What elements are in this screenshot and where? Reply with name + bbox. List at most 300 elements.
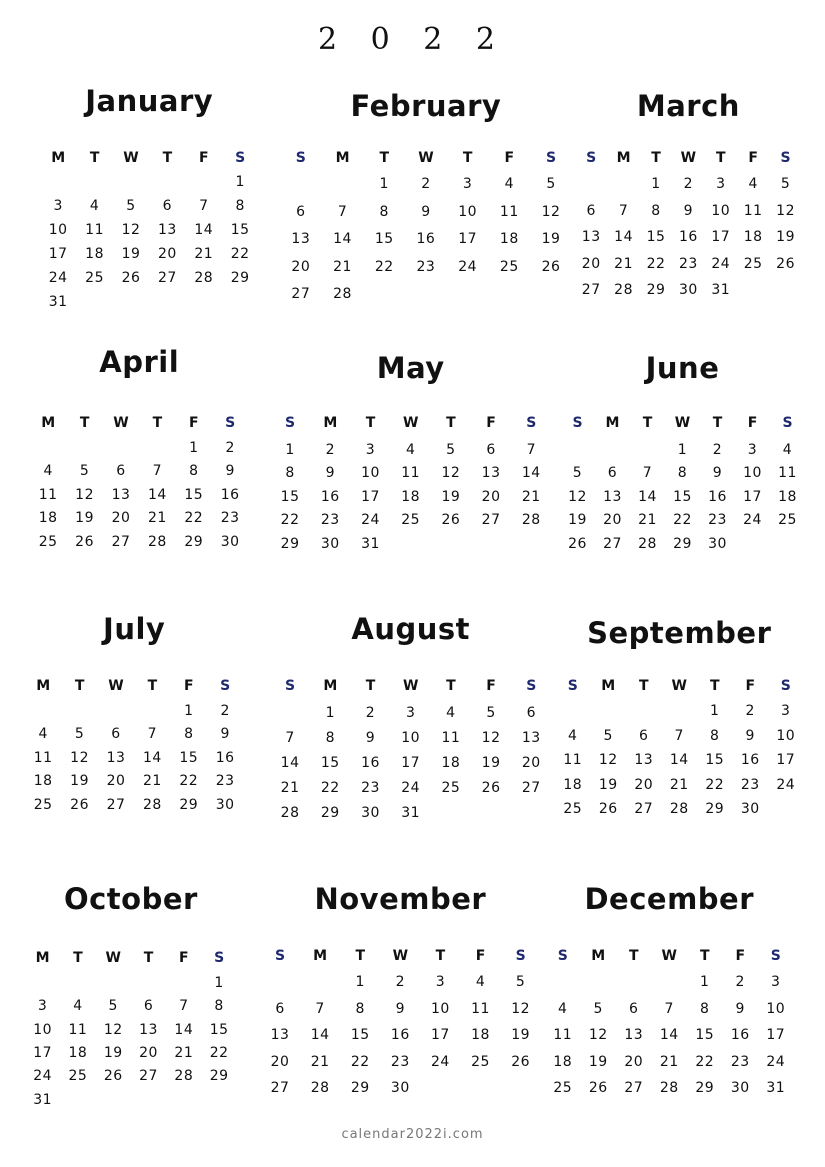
day-cell: 18 <box>499 231 519 247</box>
day-cell: 2 <box>735 974 745 990</box>
day-cell: 29 <box>646 282 666 298</box>
day-cell: 8 <box>700 1000 710 1017</box>
day-cell: 24 <box>401 780 421 797</box>
day-cell: 14 <box>669 752 689 769</box>
day-cell: 29 <box>320 805 340 822</box>
day-cell: 24 <box>361 512 380 529</box>
day-cell: 18 <box>401 488 421 505</box>
day-cell: 27 <box>634 801 654 818</box>
weekday-header: F <box>747 415 758 431</box>
day-cell: 25 <box>68 1068 88 1085</box>
day-cell: 4 <box>558 1000 568 1017</box>
day-cell: 29 <box>280 535 300 552</box>
month-title: April <box>99 345 180 379</box>
day-cell: 7 <box>179 998 189 1015</box>
day-cell: 4 <box>748 176 758 192</box>
weekday-header: M <box>335 150 350 166</box>
day-cell: 3 <box>405 705 416 721</box>
day-cell: 26 <box>568 535 587 552</box>
day-cell: 24 <box>743 512 762 529</box>
day-cell: 15 <box>209 1021 229 1038</box>
day-cell: 16 <box>730 1027 750 1043</box>
day-cell: 20 <box>157 246 177 262</box>
day-cell: 29 <box>184 533 204 550</box>
day-cell: 8 <box>677 465 688 482</box>
day-cell: 12 <box>588 1027 608 1043</box>
day-cell: 12 <box>776 202 795 219</box>
weekday-header: T <box>642 415 653 431</box>
weekday-header: T <box>462 150 473 166</box>
day-cell: 18 <box>778 488 797 505</box>
day-cell: 13 <box>270 1027 290 1043</box>
day-cell: 25 <box>38 533 58 550</box>
day-cell: 1 <box>235 174 245 190</box>
day-cell: 27 <box>581 282 601 298</box>
day-cell: 18 <box>85 246 104 262</box>
day-cell: 28 <box>521 512 541 529</box>
day-cell: 25 <box>553 1080 573 1096</box>
day-cell: 15 <box>280 488 300 505</box>
day-cell: 8 <box>710 727 720 744</box>
weekday-header: T <box>435 948 446 964</box>
day-cell: 27 <box>521 780 541 797</box>
day-cell: 19 <box>541 231 561 247</box>
day-cell: 14 <box>614 229 633 245</box>
day-cell: 16 <box>361 755 380 772</box>
day-cell: 9 <box>220 726 230 743</box>
day-cell: 21 <box>280 780 300 797</box>
weekday-header: W <box>123 150 139 166</box>
day-cell: 15 <box>320 755 340 772</box>
day-cell: 18 <box>743 229 763 245</box>
day-cell: 29 <box>695 1080 715 1096</box>
weekday-header: W <box>418 150 434 166</box>
weekday-header: S <box>770 948 781 964</box>
day-cell: 28 <box>280 805 300 822</box>
weekday-header: S <box>220 678 231 694</box>
footer-website: calendar2022i.com <box>341 1127 484 1142</box>
day-cell: 16 <box>740 752 760 769</box>
day-cell: 31 <box>401 805 421 822</box>
day-cell: 17 <box>711 229 731 245</box>
day-cell: 28 <box>669 801 689 818</box>
day-cell: 20 <box>634 776 654 793</box>
day-cell: 14 <box>280 755 300 772</box>
month-title: October <box>63 882 198 916</box>
day-cell: 28 <box>194 270 214 286</box>
weekday-header: M <box>41 415 56 431</box>
day-cell: 3 <box>771 974 781 990</box>
day-cell: 22 <box>673 512 692 529</box>
day-cell: 2 <box>225 440 235 456</box>
day-cell: 7 <box>199 198 209 214</box>
day-cell: 23 <box>361 780 380 797</box>
day-cell: 10 <box>711 202 731 219</box>
weekday-header: T <box>89 150 100 166</box>
day-cell: 10 <box>48 222 68 238</box>
weekday-header: F <box>199 150 209 166</box>
day-cell: 14 <box>333 231 352 247</box>
day-cell: 6 <box>629 1000 639 1017</box>
day-cell: 1 <box>285 442 295 458</box>
day-cell: 7 <box>618 202 629 219</box>
day-cell: 16 <box>416 231 436 247</box>
day-cell: 26 <box>511 1053 531 1070</box>
weekday-header: T <box>712 415 723 431</box>
day-cell: 2 <box>325 442 335 458</box>
day-cell: 17 <box>33 1044 53 1061</box>
weekday-header: F <box>745 678 756 694</box>
day-cell: 22 <box>230 246 250 262</box>
day-cell: 28 <box>142 796 162 813</box>
weekday-header: T <box>638 678 649 694</box>
day-cell: 19 <box>776 229 795 245</box>
day-cell: 26 <box>441 512 461 529</box>
day-cell: 13 <box>106 749 126 766</box>
weekday-header: M <box>616 150 631 166</box>
weekday-header: S <box>567 678 578 694</box>
weekday-header: S <box>515 948 526 964</box>
day-cell: 22 <box>374 258 394 275</box>
weekday-header: S <box>235 150 246 166</box>
weekday-header: W <box>392 948 409 964</box>
day-cell: 6 <box>586 202 596 219</box>
day-cell: 3 <box>781 703 791 719</box>
day-cell: 7 <box>285 730 295 747</box>
weekday-header: W <box>108 678 124 694</box>
day-cell: 29 <box>230 270 250 286</box>
day-cell: 12 <box>568 488 587 505</box>
day-cell: 21 <box>614 255 633 272</box>
weekday-header: M <box>591 948 606 964</box>
day-cell: 10 <box>766 1000 786 1017</box>
day-cell: 17 <box>361 488 380 505</box>
day-cell: 25 <box>441 780 461 797</box>
weekday-header: T <box>79 415 90 431</box>
day-cell: 15 <box>350 1027 370 1043</box>
weekday-header: T <box>162 150 173 166</box>
day-cell: 1 <box>677 442 688 458</box>
day-cell: 14 <box>310 1027 330 1043</box>
day-cell: 22 <box>280 512 300 529</box>
day-cell: 11 <box>68 1021 88 1038</box>
day-cell: 7 <box>526 442 536 458</box>
weekday-header: S <box>782 415 793 431</box>
day-cell: 22 <box>209 1044 229 1061</box>
weekday-header: S <box>285 678 296 694</box>
day-cell: 2 <box>395 974 406 990</box>
day-cell: 26 <box>588 1080 608 1096</box>
day-cell: 27 <box>481 512 501 529</box>
day-cell: 3 <box>37 998 48 1015</box>
day-cell: 26 <box>598 801 618 818</box>
day-cell: 9 <box>325 465 335 482</box>
day-cell: 24 <box>458 258 478 275</box>
day-cell: 23 <box>215 773 235 790</box>
day-cell: 21 <box>669 776 689 793</box>
weekday-header: M <box>36 678 51 694</box>
day-cell: 3 <box>462 176 473 192</box>
weekday-header: T <box>365 415 376 431</box>
day-cell: 10 <box>401 730 421 747</box>
day-cell: 6 <box>526 705 536 721</box>
day-cell: 12 <box>441 465 461 482</box>
day-cell: 30 <box>390 1080 410 1096</box>
day-cell: 8 <box>325 730 335 747</box>
day-cell: 11 <box>778 465 797 482</box>
weekday-header: S <box>546 150 557 166</box>
day-cell: 13 <box>481 465 501 482</box>
weekday-header: S <box>295 150 306 166</box>
day-cell: 26 <box>481 780 501 797</box>
day-cell: 26 <box>541 258 561 275</box>
day-cell: 13 <box>603 488 622 505</box>
day-cell: 12 <box>511 1000 531 1017</box>
day-cell: 19 <box>511 1027 531 1043</box>
day-cell: 17 <box>458 231 478 247</box>
day-cell: 6 <box>162 198 173 214</box>
day-cell: 15 <box>695 1027 715 1043</box>
day-cell: 21 <box>174 1044 194 1061</box>
day-cell: 5 <box>486 705 496 721</box>
day-cell: 19 <box>121 246 141 262</box>
day-cell: 14 <box>147 486 167 503</box>
day-cell: 28 <box>147 533 167 550</box>
day-cell: 4 <box>446 705 456 721</box>
day-cell: 26 <box>75 533 94 550</box>
day-cell: 19 <box>481 755 501 772</box>
day-cell: 6 <box>111 726 121 743</box>
day-cell: 12 <box>541 203 561 220</box>
day-cell: 15 <box>673 488 692 505</box>
day-cell: 11 <box>401 465 421 482</box>
day-cell: 17 <box>48 246 68 262</box>
weekday-header: S <box>225 415 236 431</box>
day-cell: 12 <box>75 486 94 503</box>
month-title: January <box>85 84 214 118</box>
day-cell: 24 <box>33 1068 53 1085</box>
day-cell: 14 <box>142 749 162 766</box>
day-cell: 1 <box>700 974 710 990</box>
day-cell: 7 <box>315 1000 325 1017</box>
weekday-header: T <box>152 415 163 431</box>
day-cell: 10 <box>743 465 762 482</box>
day-cell: 29 <box>179 796 199 813</box>
day-cell: 22 <box>705 776 725 793</box>
weekday-header: S <box>214 950 225 966</box>
weekday-header: F <box>504 150 515 166</box>
weekday-header: F <box>179 950 189 966</box>
day-cell: 19 <box>568 512 587 529</box>
day-cell: 21 <box>333 258 352 275</box>
day-cell: 13 <box>157 222 177 238</box>
weekday-header: F <box>184 678 194 694</box>
day-cell: 8 <box>355 1000 365 1017</box>
day-cell: 4 <box>38 726 48 743</box>
day-cell: 1 <box>325 705 335 721</box>
day-cell: 16 <box>678 229 698 245</box>
day-cell: 8 <box>184 726 194 743</box>
day-cell: 15 <box>184 486 204 503</box>
day-cell: 30 <box>361 805 380 822</box>
month-title: September <box>587 616 772 650</box>
day-cell: 20 <box>481 488 501 505</box>
day-cell: 5 <box>780 176 791 192</box>
day-cell: 9 <box>225 463 235 480</box>
year-title: 2 0 2 2 <box>318 22 507 57</box>
day-cell: 30 <box>740 801 760 818</box>
day-cell: 1 <box>214 975 224 991</box>
day-cell: 17 <box>401 755 421 772</box>
day-cell: 9 <box>421 203 431 220</box>
day-cell: 29 <box>705 801 725 818</box>
day-cell: 31 <box>361 535 380 552</box>
day-cell: 27 <box>603 535 622 552</box>
day-cell: 16 <box>320 488 340 505</box>
day-cell: 29 <box>350 1080 370 1096</box>
weekday-header: T <box>716 150 726 166</box>
day-cell: 31 <box>33 1091 53 1108</box>
weekday-header: T <box>74 678 85 694</box>
weekday-header: T <box>355 948 366 964</box>
day-cell: 16 <box>215 749 235 766</box>
day-cell: 5 <box>126 198 136 214</box>
weekday-header: T <box>147 678 158 694</box>
day-cell: 18 <box>553 1053 573 1070</box>
day-cell: 11 <box>743 202 763 219</box>
day-cell: 23 <box>390 1053 410 1070</box>
day-cell: 9 <box>712 465 723 482</box>
weekday-header: S <box>526 678 537 694</box>
day-cell: 18 <box>441 755 461 772</box>
day-cell: 30 <box>215 796 235 813</box>
day-cell: 19 <box>598 776 618 793</box>
day-cell: 18 <box>38 510 58 527</box>
day-cell: 22 <box>184 510 204 527</box>
day-cell: 11 <box>471 1000 490 1017</box>
day-cell: 17 <box>743 488 762 505</box>
day-cell: 15 <box>230 222 250 238</box>
day-cell: 3 <box>435 974 446 990</box>
day-cell: 3 <box>53 198 63 214</box>
month-title: March <box>636 89 740 123</box>
weekday-header: T <box>628 948 639 964</box>
day-cell: 20 <box>624 1053 644 1070</box>
day-cell: 25 <box>563 801 583 818</box>
day-cell: 20 <box>521 755 541 772</box>
day-cell: 11 <box>441 730 461 747</box>
weekday-header: F <box>735 948 746 964</box>
day-cell: 5 <box>515 974 526 990</box>
day-cell: 7 <box>664 1000 674 1017</box>
weekday-header: T <box>365 678 376 694</box>
day-cell: 31 <box>766 1080 786 1096</box>
weekday-header: S <box>526 415 537 431</box>
weekday-header: W <box>661 948 677 964</box>
day-cell: 18 <box>68 1044 88 1061</box>
day-cell: 5 <box>593 1000 603 1017</box>
day-cell: 1 <box>710 703 720 719</box>
day-cell: 17 <box>766 1027 786 1043</box>
day-cell: 7 <box>674 727 684 744</box>
day-cell: 27 <box>157 270 177 286</box>
day-cell: 8 <box>214 998 224 1015</box>
day-cell: 10 <box>33 1021 53 1038</box>
month-title: December <box>584 882 755 916</box>
day-cell: 1 <box>184 703 194 719</box>
day-cell: 22 <box>320 780 340 797</box>
day-cell: 16 <box>390 1027 410 1043</box>
day-cell: 30 <box>678 282 698 298</box>
weekday-header: T <box>379 150 390 166</box>
weekday-header: W <box>680 150 697 166</box>
day-cell: 27 <box>270 1080 290 1096</box>
day-cell: 25 <box>499 258 519 275</box>
day-cell: 9 <box>683 202 694 219</box>
day-cell: 21 <box>521 488 541 505</box>
day-cell: 26 <box>776 255 795 272</box>
day-cell: 15 <box>179 749 199 766</box>
day-cell: 15 <box>374 231 394 247</box>
weekday-header: W <box>105 950 121 966</box>
day-cell: 29 <box>209 1068 229 1085</box>
day-cell: 30 <box>220 533 240 550</box>
day-cell: 5 <box>572 465 583 482</box>
day-cell: 4 <box>73 998 83 1015</box>
day-cell: 13 <box>634 752 654 769</box>
day-cell: 29 <box>673 535 692 552</box>
day-cell: 21 <box>147 510 167 527</box>
day-cell: 1 <box>379 176 389 192</box>
day-cell: 8 <box>285 465 295 482</box>
day-cell: 3 <box>716 176 726 192</box>
month-title: November <box>314 882 487 916</box>
day-cell: 18 <box>33 773 53 790</box>
day-cell: 4 <box>782 442 793 458</box>
day-cell: 6 <box>296 203 306 220</box>
day-cell: 26 <box>70 796 89 813</box>
day-cell: 2 <box>745 703 755 719</box>
day-cell: 20 <box>291 258 311 275</box>
day-cell: 14 <box>638 488 657 505</box>
day-cell: 7 <box>152 463 163 480</box>
day-cell: 20 <box>106 773 126 790</box>
day-cell: 10 <box>458 203 478 220</box>
day-cell: 27 <box>139 1068 158 1085</box>
weekday-header: M <box>323 678 338 694</box>
day-cell: 23 <box>740 776 760 793</box>
day-cell: 4 <box>475 974 486 990</box>
day-cell: 22 <box>646 255 666 272</box>
day-cell: 8 <box>651 202 661 219</box>
day-cell: 8 <box>379 203 389 220</box>
day-cell: 21 <box>310 1053 330 1070</box>
day-cell: 21 <box>142 773 162 790</box>
day-cell: 13 <box>111 486 131 503</box>
weekday-header: T <box>73 950 83 966</box>
day-cell: 7 <box>337 203 348 220</box>
day-cell: 13 <box>139 1021 158 1038</box>
day-cell: 13 <box>291 231 311 247</box>
day-cell: 7 <box>642 465 653 482</box>
day-cell: 14 <box>521 465 541 482</box>
weekday-header: F <box>189 415 199 431</box>
day-cell: 9 <box>395 1000 406 1017</box>
day-cell: 11 <box>563 752 583 769</box>
day-cell: 16 <box>708 488 727 505</box>
day-cell: 23 <box>220 510 240 527</box>
weekday-header: F <box>486 415 496 431</box>
